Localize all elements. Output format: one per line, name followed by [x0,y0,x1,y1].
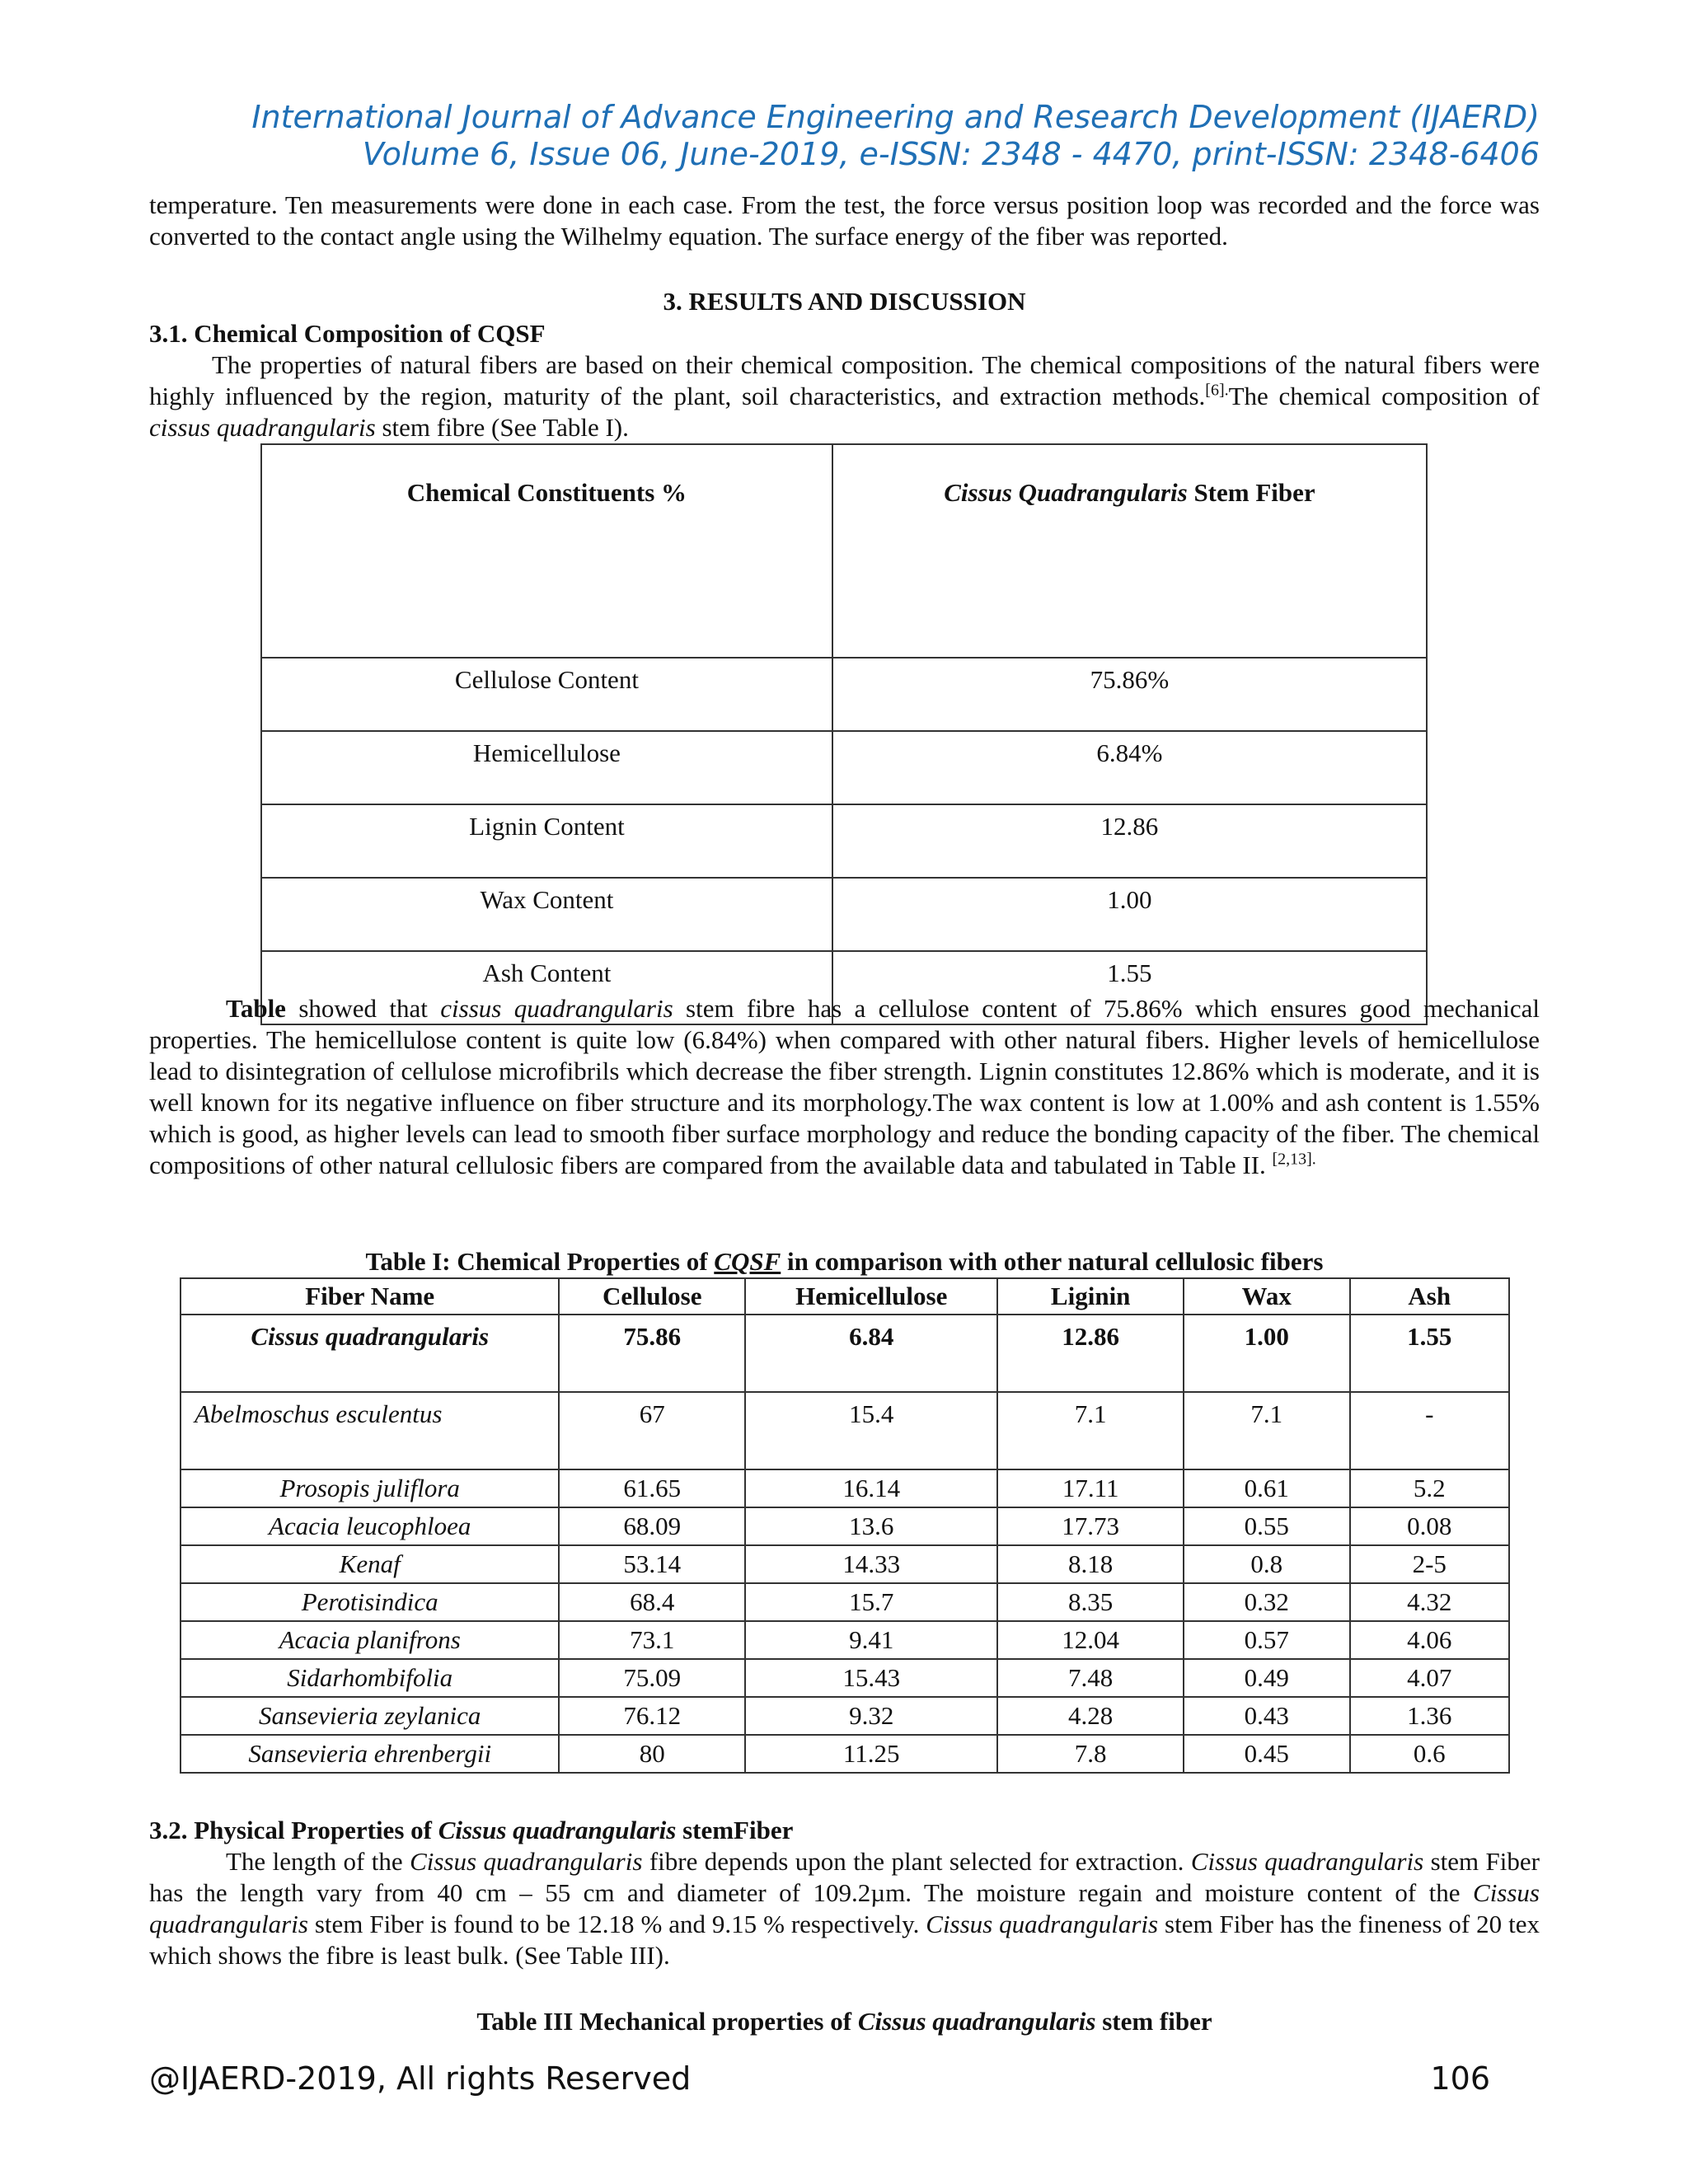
table-cell: 0.45 [1184,1735,1350,1773]
table-cell: 4.06 [1350,1621,1509,1659]
header-text: Stem Fiber [1187,478,1315,507]
table-row [181,1507,1509,1545]
table-cell: Cellulose Content [261,658,832,731]
table-row [181,1315,1509,1392]
para-text: fibre depends upon the plant selected for extraction. [642,1847,1191,1876]
table-cell: 53.14 [559,1545,745,1583]
physical-properties-paragraph [149,1846,1540,1971]
table-cell: 75.86 [559,1315,745,1392]
table-row [261,658,1427,731]
species-name: cissus quadrangularis [440,994,673,1023]
table-cell: Prosopis juliflora [181,1469,559,1507]
table-cell: 7.1 [1184,1392,1350,1469]
table-cell: 67 [559,1392,745,1469]
table-cell: 17.73 [997,1507,1184,1545]
table-cell: Ash Content [261,951,832,1024]
table-cell: Kenaf [181,1545,559,1583]
table-cell: 80 [559,1735,745,1773]
table-cell: Acacia planifrons [181,1621,559,1659]
para-text: stem fibre has a cellulose content of 75.86% which ensures good mechanical properties. The hemicellulose content is quite low (6.84%) when compared with other natural fibers. Higher levels of hemicellulose lead to disintegration of cellulose microfibrils which decrease the fiber strength. Lignin constitutes 12.86% which is moderate, and it is well known for its negative influence on fiber structure and its morphology.The wax content is low at 1.00% and ash content is 1.55% which is good, as higher levels can lead to smooth fiber surface morphology and reduce the bonding capacity of the fiber. The chemical compositions of other natural cellulosic fibers are compared from the available data and tabulated in Table II. [149,994,1540,1179]
table-row [181,1545,1509,1583]
table-row [181,1392,1509,1469]
column-header: Hemicellulose [745,1278,997,1315]
citation: [6]. [1205,381,1229,400]
caption-text: Table III Mechanical properties of [476,2007,858,2036]
footer-copyright: @IJAERD-2019, All rights Reserved [149,2060,692,2097]
table-cell: 12.86 [997,1315,1184,1392]
journal-title: International Journal of Advance Engineering and Research Development (IJAERD) [251,99,1540,135]
para-text: The length of the [226,1847,410,1876]
fiber-comparison-table [180,1277,1510,1774]
intro-text: temperature. Ten measurements were done in each case. From the test, the force versus position loop was recorded and the force was converted to the contact angle using the Wilhelmy equation. The surface energy of the fiber was reported. [149,190,1540,251]
table-cell: 4.28 [997,1697,1184,1735]
column-header: Liginin [997,1278,1184,1315]
table-cell: 13.6 [745,1507,997,1545]
chemical-composition-paragraph [149,349,1540,443]
table-cell: 12.86 [832,804,1427,878]
table-cell: 1.55 [1350,1315,1509,1392]
table-cell: 1.36 [1350,1697,1509,1735]
species-name: Cissus quadrangularis [926,1910,1159,1938]
species-name: Cissus quadrangularis [410,1847,643,1876]
table-cell: Cissus quadrangularis [181,1315,559,1392]
table-header: Chemical Constituents % [261,444,832,658]
table-cell: 17.11 [997,1469,1184,1507]
table3-caption [149,2006,1540,2037]
table-cell: 12.04 [997,1621,1184,1659]
caption-italic: Cissus quadrangularis [857,2007,1096,2036]
table-cell: Perotisindica [181,1583,559,1621]
table-row [181,1697,1509,1735]
species-name: Cissus quadrangularis [149,1878,1540,1938]
heading-text: stemFiber [676,1816,794,1844]
heading-text: 3.2. Physical Properties of [149,1816,438,1844]
table-row [181,1621,1509,1659]
column-header: Wax [1184,1278,1350,1315]
para-text: stem Fiber is found to be 12.18 % and 9.15 % respectively. [307,1910,926,1938]
table-cell: Lignin Content [261,804,832,878]
column-header: Ash [1350,1278,1509,1315]
table-row [261,731,1427,804]
para-text: showed that [285,994,441,1023]
table-cell: 6.84% [832,731,1427,804]
table-cell: Hemicellulose [261,731,832,804]
table-cell: 0.61 [1184,1469,1350,1507]
table-cell: 9.41 [745,1621,997,1659]
table-cell: 75.86% [832,658,1427,731]
table-cell: Wax Content [261,878,832,951]
table-cell: 7.8 [997,1735,1184,1773]
table-row [261,804,1427,878]
table-cell: Acacia leucophloea [181,1507,559,1545]
column-header: Cellulose [559,1278,745,1315]
table-cell: 75.09 [559,1659,745,1697]
para-text: stem fibre (See Table I). [375,413,629,442]
table-cell: Sansevieria ehrenbergii [181,1735,559,1773]
table-cell: 9.32 [745,1697,997,1735]
table-cell: 15.7 [745,1583,997,1621]
table-cell: 15.4 [745,1392,997,1469]
table-cell: 8.35 [997,1583,1184,1621]
species-name: Cissus quadrangularis [438,1816,677,1844]
table-cell: 7.48 [997,1659,1184,1697]
subsection-title-3-1: 3.1. Chemical Composition of CQSF [149,319,546,348]
table-cell: 61.65 [559,1469,745,1507]
table-cell: 4.07 [1350,1659,1509,1697]
caption-text: in comparison with other natural cellulosic fibers [781,1247,1324,1276]
table-cell: 5.2 [1350,1469,1509,1507]
species-name: cissus quadrangularis [149,413,376,442]
table-cell: 68.4 [559,1583,745,1621]
para-text: The properties of natural fibers are based on their chemical composition. The chemical compositions of the natural fibers were highly influenced by the region, maturity of the plant, soil characteristics, and extraction methods. [149,350,1540,410]
para-text: stem Fiber has the fineness of 20 tex which shows the fibre is least bulk. (See Table III). [149,1910,1540,1970]
table-cell: 0.49 [1184,1659,1350,1697]
subsection-title-3-2 [149,1815,793,1846]
table2-caption [149,1246,1540,1277]
species-name: Cissus quadrangularis [1190,1847,1424,1876]
journal-issue: Volume 6, Issue 06, June-2019, e-ISSN: 2348 - 4470, print-ISSN: 2348-6406 [362,136,1540,172]
table-header [832,444,1427,658]
para-text: stem Fiber has the length vary from 40 cm – 55 cm and diameter of 109.2µm. The moisture regain and moisture content of the [149,1847,1540,1907]
table-row [181,1469,1509,1507]
table-cell: 1.00 [1184,1315,1350,1392]
caption-text: stem fiber [1095,2007,1212,2036]
table-cell: 6.84 [745,1315,997,1392]
table-cell: 73.1 [559,1621,745,1659]
table-cell: 0.55 [1184,1507,1350,1545]
citation: [2,13]. [1272,1150,1316,1169]
table-cell: 4.32 [1350,1583,1509,1621]
table-cell: 76.12 [559,1697,745,1735]
table-cell: 0.08 [1350,1507,1509,1545]
table-cell: 11.25 [745,1735,997,1773]
table-cell: Sidarhombifolia [181,1659,559,1697]
table-row [181,1735,1509,1773]
table-reference: Table [226,994,286,1023]
table-cell: 0.8 [1184,1545,1350,1583]
chemical-constituents-table [260,443,1428,1025]
table-cell: 2-5 [1350,1545,1509,1583]
table-cell: 15.43 [745,1659,997,1697]
section-title: 3. RESULTS AND DISCUSSION [663,287,1026,316]
table-cell: 7.1 [997,1392,1184,1469]
table-cell: 14.33 [745,1545,997,1583]
table-cell: 1.55 [832,951,1427,1024]
column-header: Fiber Name [181,1278,559,1315]
table-cell: 0.32 [1184,1583,1350,1621]
table-cell: Sansevieria zeylanica [181,1697,559,1735]
table-row [181,1659,1509,1697]
table-cell: - [1350,1392,1509,1469]
table-cell: 8.18 [997,1545,1184,1583]
table-cell: 0.57 [1184,1621,1350,1659]
caption-italic: CQSF [714,1247,781,1276]
table-cell: 1.00 [832,878,1427,951]
discussion-paragraph [149,993,1540,1181]
table-row [261,878,1427,951]
table-row [181,1583,1509,1621]
table-cell: 0.6 [1350,1735,1509,1773]
para-text: The chemical composition of [1228,382,1540,410]
caption-text: Table I: Chemical Properties of [365,1247,715,1276]
intro-paragraph [149,190,1540,252]
page-number: 106 [1430,2060,1490,2097]
table-cell: 0.43 [1184,1697,1350,1735]
table-cell: 68.09 [559,1507,745,1545]
table-cell: 16.14 [745,1469,997,1507]
table-header-row [181,1278,1509,1315]
species-name: Cissus Quadrangularis [944,478,1188,507]
table-cell: Abelmoschus esculentus [181,1392,559,1469]
